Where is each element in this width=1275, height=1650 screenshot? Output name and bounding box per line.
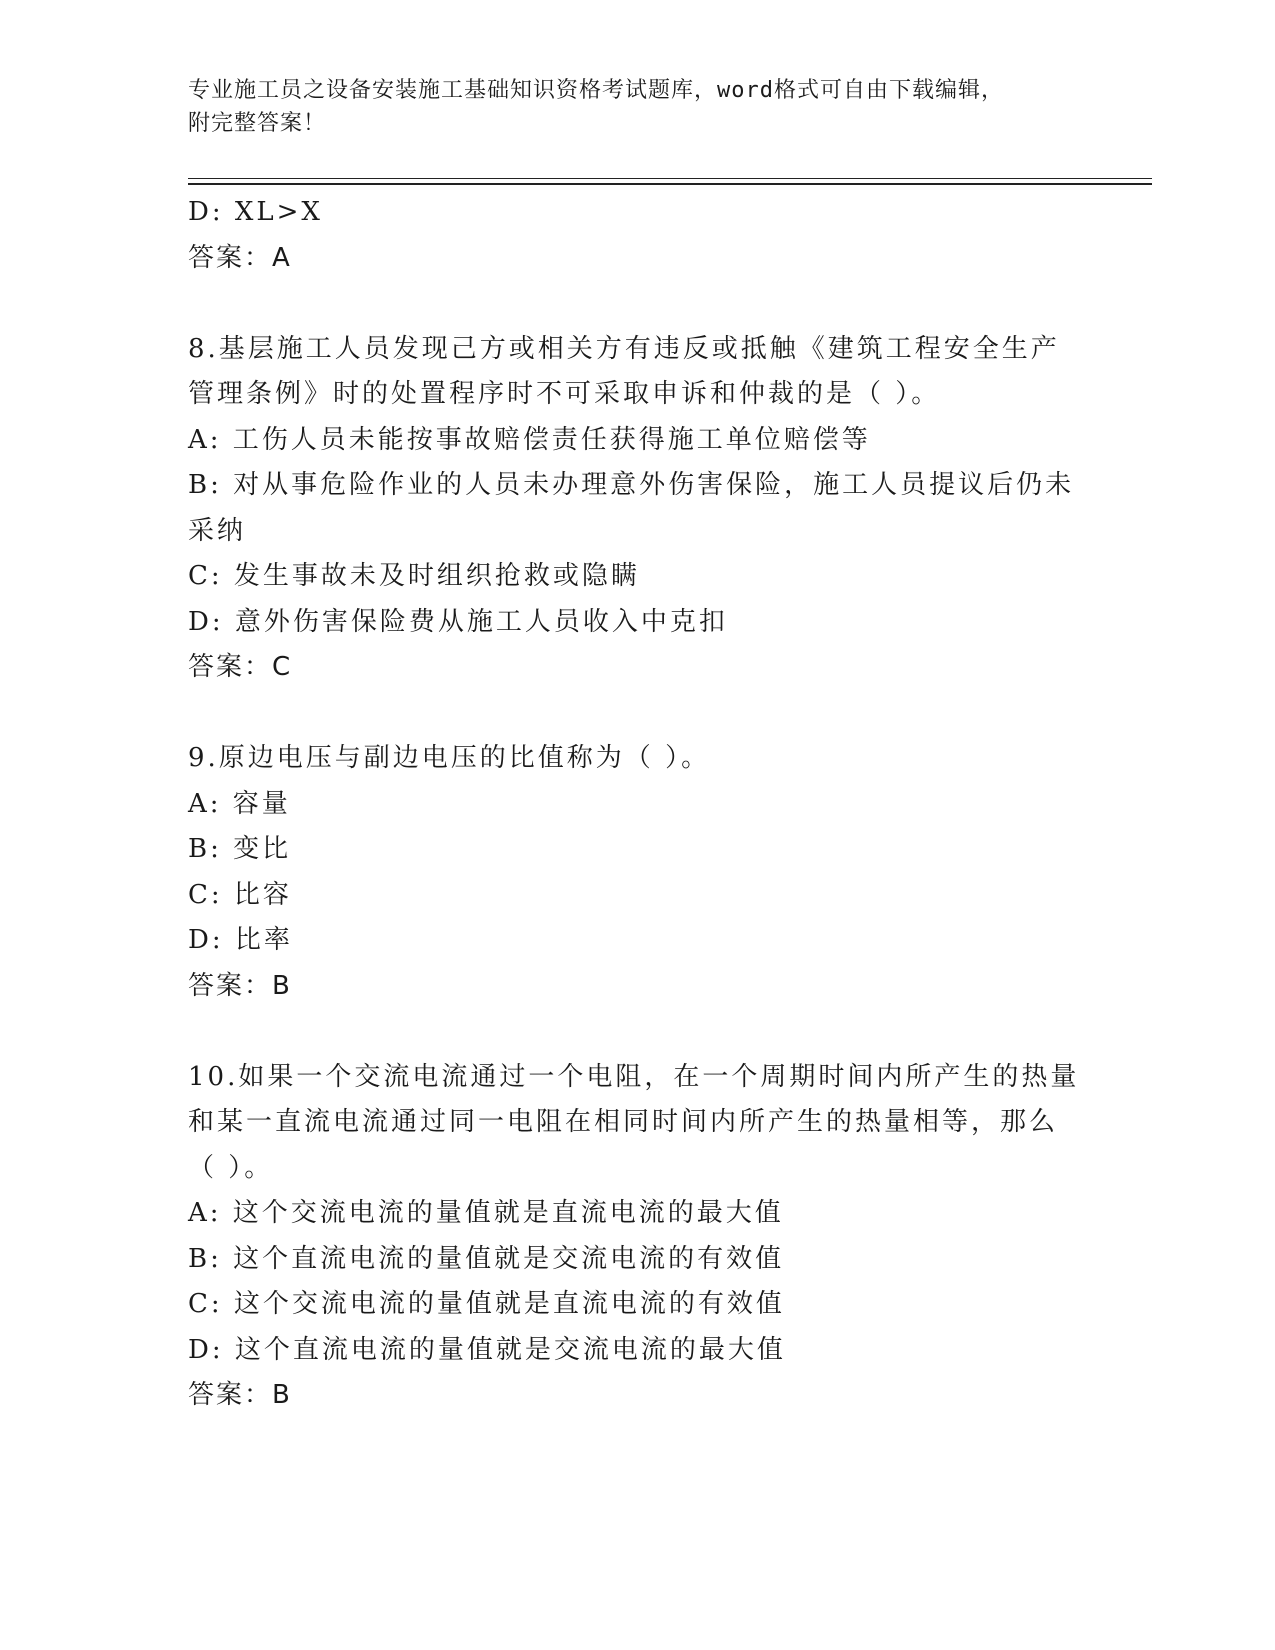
header-line-2: 附完整答案！ bbox=[188, 111, 327, 136]
q7-option-d: D: XL>X bbox=[188, 197, 323, 227]
q9-option-b: B: 变比 bbox=[188, 834, 292, 864]
q10-answer: 答案：B bbox=[188, 1380, 292, 1410]
q10-option-b: B: 这个直流电流的量值就是交流电流的有效值 bbox=[188, 1243, 785, 1274]
q10-stem-line-1: 10.如果一个交流电流通过一个电阻，在一个周期时间内所产生的热量 bbox=[188, 1061, 1080, 1092]
header-divider-thick bbox=[188, 183, 1152, 185]
q9-option-d: D: 比率 bbox=[188, 925, 293, 955]
header-divider-thin bbox=[188, 178, 1152, 179]
q8-option-d: D: 意外伤害保险费从施工人员收入中克扣 bbox=[188, 606, 728, 637]
q8-option-b-line-2: 采纳 bbox=[188, 515, 247, 546]
q9-stem: 9.原边电压与副边电压的比值称为（ ）。 bbox=[188, 743, 711, 773]
document-header bbox=[188, 74, 1068, 140]
q10-option-d: D: 这个直流电流的量值就是交流电流的最大值 bbox=[188, 1334, 786, 1365]
q8-option-a: A: 工伤人员未能按事故赔偿责任获得施工单位赔偿等 bbox=[188, 424, 871, 455]
q8-option-c: C: 发生事故未及时组织抢救或隐瞒 bbox=[188, 561, 640, 591]
q8-stem-line-1: 8.基层施工人员发现己方或相关方有违反或抵触《建筑工程安全生产 bbox=[188, 333, 1060, 364]
q10-stem-line-3: （ ）。 bbox=[188, 1152, 274, 1183]
q9-option-a: A: 容量 bbox=[188, 788, 291, 819]
spacer bbox=[188, 691, 1088, 737]
q8-option-b-line-1: B: 对从事危险作业的人员未办理意外伤害保险，施工人员提议后仍未 bbox=[188, 470, 1075, 500]
spacer bbox=[188, 281, 1088, 327]
q10-stem-line-2: 和某一直流电流通过同一电阻在相同时间内所产生的热量相等，那么 bbox=[188, 1107, 1059, 1137]
spacer bbox=[188, 1009, 1088, 1055]
q10-option-a: A: 这个交流电流的量值就是直流电流的最大值 bbox=[188, 1198, 784, 1228]
question-content bbox=[188, 190, 1088, 1419]
q7-answer: 答案：A bbox=[188, 242, 292, 273]
q8-answer: 答案：C bbox=[188, 652, 293, 682]
q8-stem-line-2: 管理条例》时的处置程序时不可采取申诉和仲裁的是（ ）。 bbox=[188, 379, 941, 409]
q9-option-c: C: 比容 bbox=[188, 879, 292, 910]
q10-option-c: C: 这个交流电流的量值就是直流电流的有效值 bbox=[188, 1289, 785, 1319]
q9-answer: 答案：B bbox=[188, 970, 292, 1001]
header-line-1: 专业施工员之设备安装施工基础知识资格考试题库，word格式可自由下载编辑， bbox=[188, 78, 1004, 103]
